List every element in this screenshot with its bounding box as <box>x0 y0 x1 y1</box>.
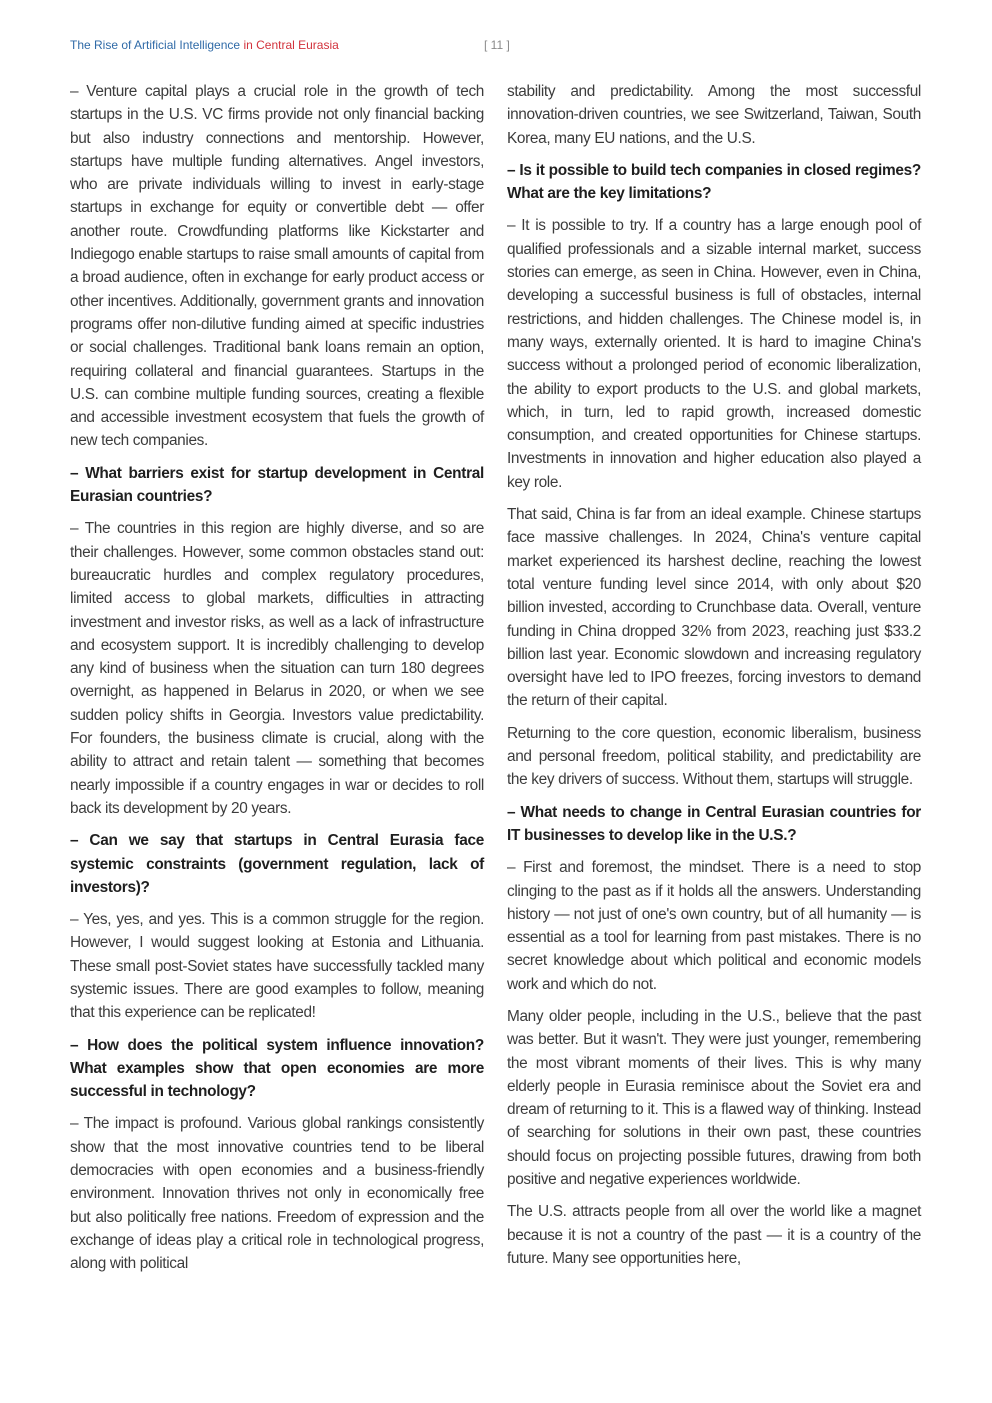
interview-question: – Is it possible to build tech companies in closed regimes? What are the key limitations? <box>507 161 921 203</box>
header-title: The Rise of Artificial Intelligence <box>70 38 241 52</box>
answer-paragraph: – The impact is profound. Various global rankings consistently show that the most innovative countries tend to be liberal democracies with open economies and a business-friendly environment. Innovation thrives not only in economically free but also politically free nations. Freedom of expression and the exchange of ideas play a critical role in technological progress, along with political <box>70 1115 484 1273</box>
answer-paragraph: – Venture capital plays a crucial role in the growth of tech startups in the U.S. VC firms provide not only financial backing but also industry connections and mentorship. However, startups have multiple funding alternatives. Angel investors, who are private individuals willing to invest in early-stage startups in exchange for equity or convertible debt — offer another route. Crowdfunding platforms like Kickstarter and Indiegogo enable startups to raise small amounts of capital from a broad audience, often in exchange for early product access or other incentives. Additionally, government grants and innovation programs offer non-dilutive funding aimed at specific industries or social challenges. Traditional bank loans remain an option, requiring collateral and financial guarantees. Startups in the U.S. can combine multiple funding sources, creating a flexible and accessible investment ecosystem that fuels the growth of new tech companies. <box>70 83 484 450</box>
answer-paragraph: – It is possible to try. If a country has a large enough pool of qualified professionals and a sizable internal market, success stories can emerge, as seen in China. However, even in China, developing a successful business is full of obstacles, internal restrictions, and hidden challenges. The Chinese model is, in many ways, externally oriented. It is hard to imagine China's success without a prolonged period of economic liberalization, the ability to export products to the U.S. and global markets, which, in turn, led to rapid growth, increased domestic consumption, and created opportunities for Chinese startups. Investments in innovation and higher education also played a key role. <box>507 217 921 491</box>
interview-question: – How does the political system influence innovation? What examples show that open economies are more successful in technology? <box>70 1036 484 1101</box>
answer-paragraph: That said, China is far from an ideal example. Chinese startups face massive challenges. In 2024, China's venture capital market experienced its harshest decline, reaching the lowest total venture funding level since 2014, with only about $20 billion invested, according to Crunchbase data. Overall, venture funding in China dropped 32% from 2023, reaching just $33.2 billion last year. Economic slowdown and increasing regulatory oversight have led to IPO freezes, forcing investors to demand the return of their capital. <box>507 506 921 710</box>
answer-paragraph: The U.S. attracts people from all over the world like a magnet because it is not a country of the past — it is a country of the future. Many see opportunities here, <box>507 1203 921 1267</box>
answer-paragraph: – The countries in this region are highly diverse, and so are their challenges. However, some common obstacles stand out: bureaucratic hurdles and complex regulatory procedures, limited access to global markets, difficulties in attracting investment and investor risks, as well as a lack of infrastructure and ecosystem support. It is incredibly challenging to develop any kind of business when the situation can turn 180 degrees overnight, as happened in Belarus in 2020, or when we see sudden policy shifts in Georgia. Investors value predictability. For founders, the business climate is crucial, along with the ability to attract and retain talent — something that becomes nearly impossible if a country engages in war or decides to roll back its development by 20 years. <box>70 520 484 817</box>
page-number: [ 11 ] <box>484 38 510 52</box>
answer-paragraph: Returning to the core question, economic liberalism, business and personal freedom, political stability, and predictability are the key drivers of success. Without them, startups will struggle. <box>507 724 921 789</box>
answer-paragraph: – Yes, yes, and yes. This is a common struggle for the region. However, I would suggest looking at Estonia and Lithuania. These small post-Soviet states have successfully tackled many systemic issues. There are good examples to follow, meaning that this experience can be replicated! <box>70 911 484 1022</box>
running-header <box>70 35 922 55</box>
answer-paragraph: – First and foremost, the mindset. There is a need to stop clinging to the past as if it holds all the answers. Understanding history — not just of one's own country, but of all humanity — is essential as a tool for learning from past mistakes. There is no secret knowledge about which political and economic models work and which do not. <box>507 859 921 993</box>
left-column <box>70 80 484 1285</box>
answer-paragraph: stability and predictability. Among the most successful innovation-driven countries, we see Switzerland, Taiwan, South Korea, many EU nations, and the U.S. <box>507 83 921 147</box>
interview-question: – What needs to change in Central Eurasian countries for IT businesses to develop like in the U.S.? <box>507 803 921 844</box>
interview-question: – Can we say that startups in Central Eurasia face systemic constraints (government regulation, lack of investors)? <box>70 832 484 896</box>
header-title-highlight: in Central Eurasia <box>243 38 339 52</box>
answer-paragraph: Many older people, including in the U.S., believe that the past was better. But it wasn't. They were just younger, remembering the most vibrant moments of their lives. This is why many elderly people in Eurasia reminisce about the Soviet era and dream of returning to it. This is a flawed way of thinking. Instead of searching for solutions in their own past, these countries should focus on projecting possible futures, drawing from both positive and negative experiences worldwide. <box>507 1007 921 1189</box>
interview-question: – What barriers exist for startup development in Central Eurasian countries? <box>70 464 484 506</box>
right-column <box>507 80 921 1279</box>
